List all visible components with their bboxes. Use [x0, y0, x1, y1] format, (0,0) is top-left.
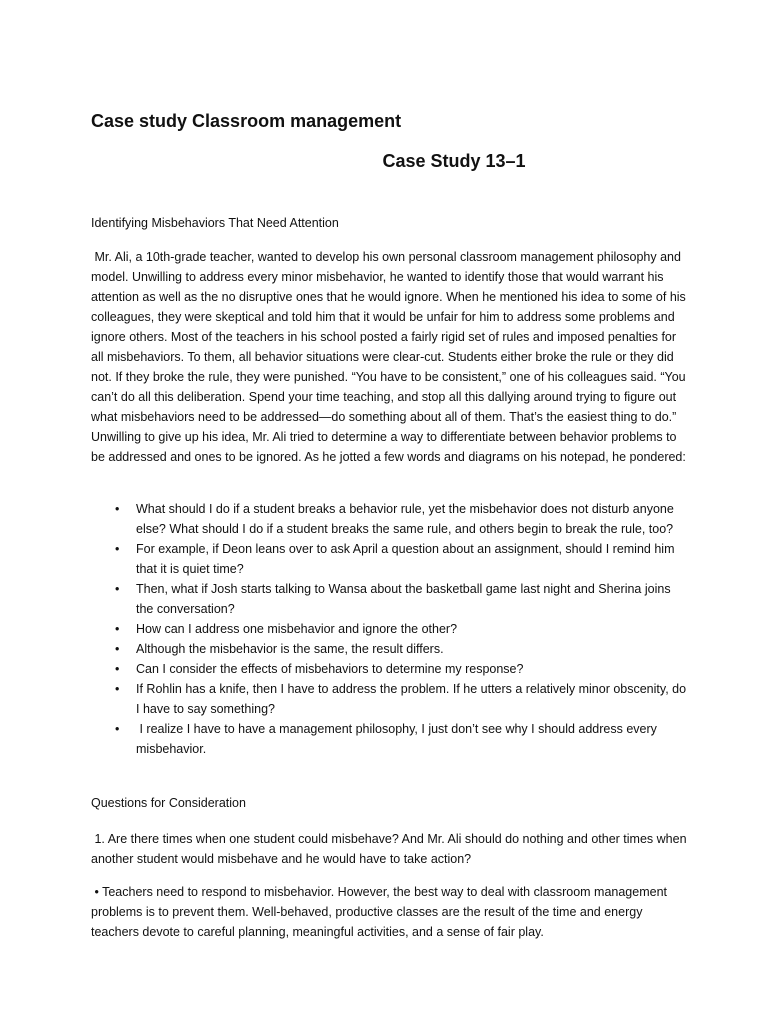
bullet-icon: •: [115, 682, 120, 696]
bullet-icon: •: [115, 642, 120, 656]
bullet-icon: •: [115, 582, 120, 596]
list-item-text: Can I consider the effects of misbehaviors to determine my response?: [136, 662, 524, 676]
list-item: [91, 639, 691, 659]
list-item-text: Although the misbehavior is the same, the result differs.: [136, 642, 444, 656]
case-study-title: Case Study 13–1: [382, 151, 526, 171]
list-item-text: If Rohlin has a knife, then I have to address the problem. If he utters a relatively minor obscenity, do I have to say something?: [136, 682, 687, 716]
bullet-icon: •: [115, 502, 120, 516]
case-paragraph: Mr. Ali, a 10th-grade teacher, wanted to develop his own personal classroom management philosophy and model. Unwilling to address every minor misbehavior, he wanted to identify those that would warrant his attention as well as the no disruptive ones that he would ignore. When he mentioned his idea to some of his colleagues, they were skeptical and told him that it would be unfair for him to address some problems and ignore others. Most of the teachers in his school posted a fairly rigid set of rules and imposed penalties for all misbehaviors. To them, all behavior situations were clear-cut. Students either broke the rule or they did not. If they broke the rule, they were punished. “You have to be consistent,” one of his colleagues said. “You can’t do all this deliberation. Spend your time teaching, and stop all this dallying around trying to figure out what misbehaviors need to be addressed—do something about all of them. That’s the easiest thing to do.” Unwilling to give up his idea, Mr. Ali tried to determine a way to differentiate between behavior problems to be addressed and ones to be ignored. As he jotted a few words and diagrams on his notepad, he pondered:: [91, 250, 690, 464]
list-item: [91, 539, 691, 579]
list-item: [91, 659, 691, 679]
bullet-icon: •: [115, 622, 120, 636]
bullet-list: [91, 499, 691, 759]
bullet-icon: •: [115, 722, 120, 736]
list-item: [91, 619, 691, 639]
list-item: [91, 679, 691, 719]
list-item: [91, 499, 691, 539]
list-item-text: How can I address one misbehavior and ignore the other?: [136, 622, 458, 636]
list-item-text: For example, if Deon leans over to ask April a question about an assignment, should I remind him that it is quiet time?: [136, 542, 675, 576]
list-item-text: What should I do if a student breaks a behavior rule, yet the misbehavior does not disturb anyone else? What should I do if a student breaks the same rule, and others begin to break the rule, too?: [136, 502, 674, 536]
bullet-icon: •: [115, 662, 120, 676]
bullet-icon: •: [115, 542, 120, 556]
list-item-text: Then, what if Josh starts talking to Wansa about the basketball game last night and Sherina joins the conversation?: [136, 582, 671, 616]
list-item-text: I realize I have to have a management philosophy, I just don’t see why I should address every misbehavior.: [136, 722, 661, 756]
list-item: [91, 579, 691, 619]
answer-1: • Teachers need to respond to misbehavior. However, the best way to deal with classroom management problems is to prevent them. Well-behaved, productive classes are the result of the time and energy teachers devote to careful planning, meaningful activities, and a sense of fair play.: [91, 885, 671, 939]
list-item: [91, 719, 691, 759]
question-1: 1. Are there times when one student could misbehave? And Mr. Ali should do nothing and other times when another student would misbehave and he would have to take action?: [91, 832, 691, 866]
document-title: Case study Classroom management: [91, 111, 402, 131]
questions-heading: Questions for Consideration: [91, 796, 246, 810]
section-subheading: Identifying Misbehaviors That Need Attention: [91, 216, 339, 230]
